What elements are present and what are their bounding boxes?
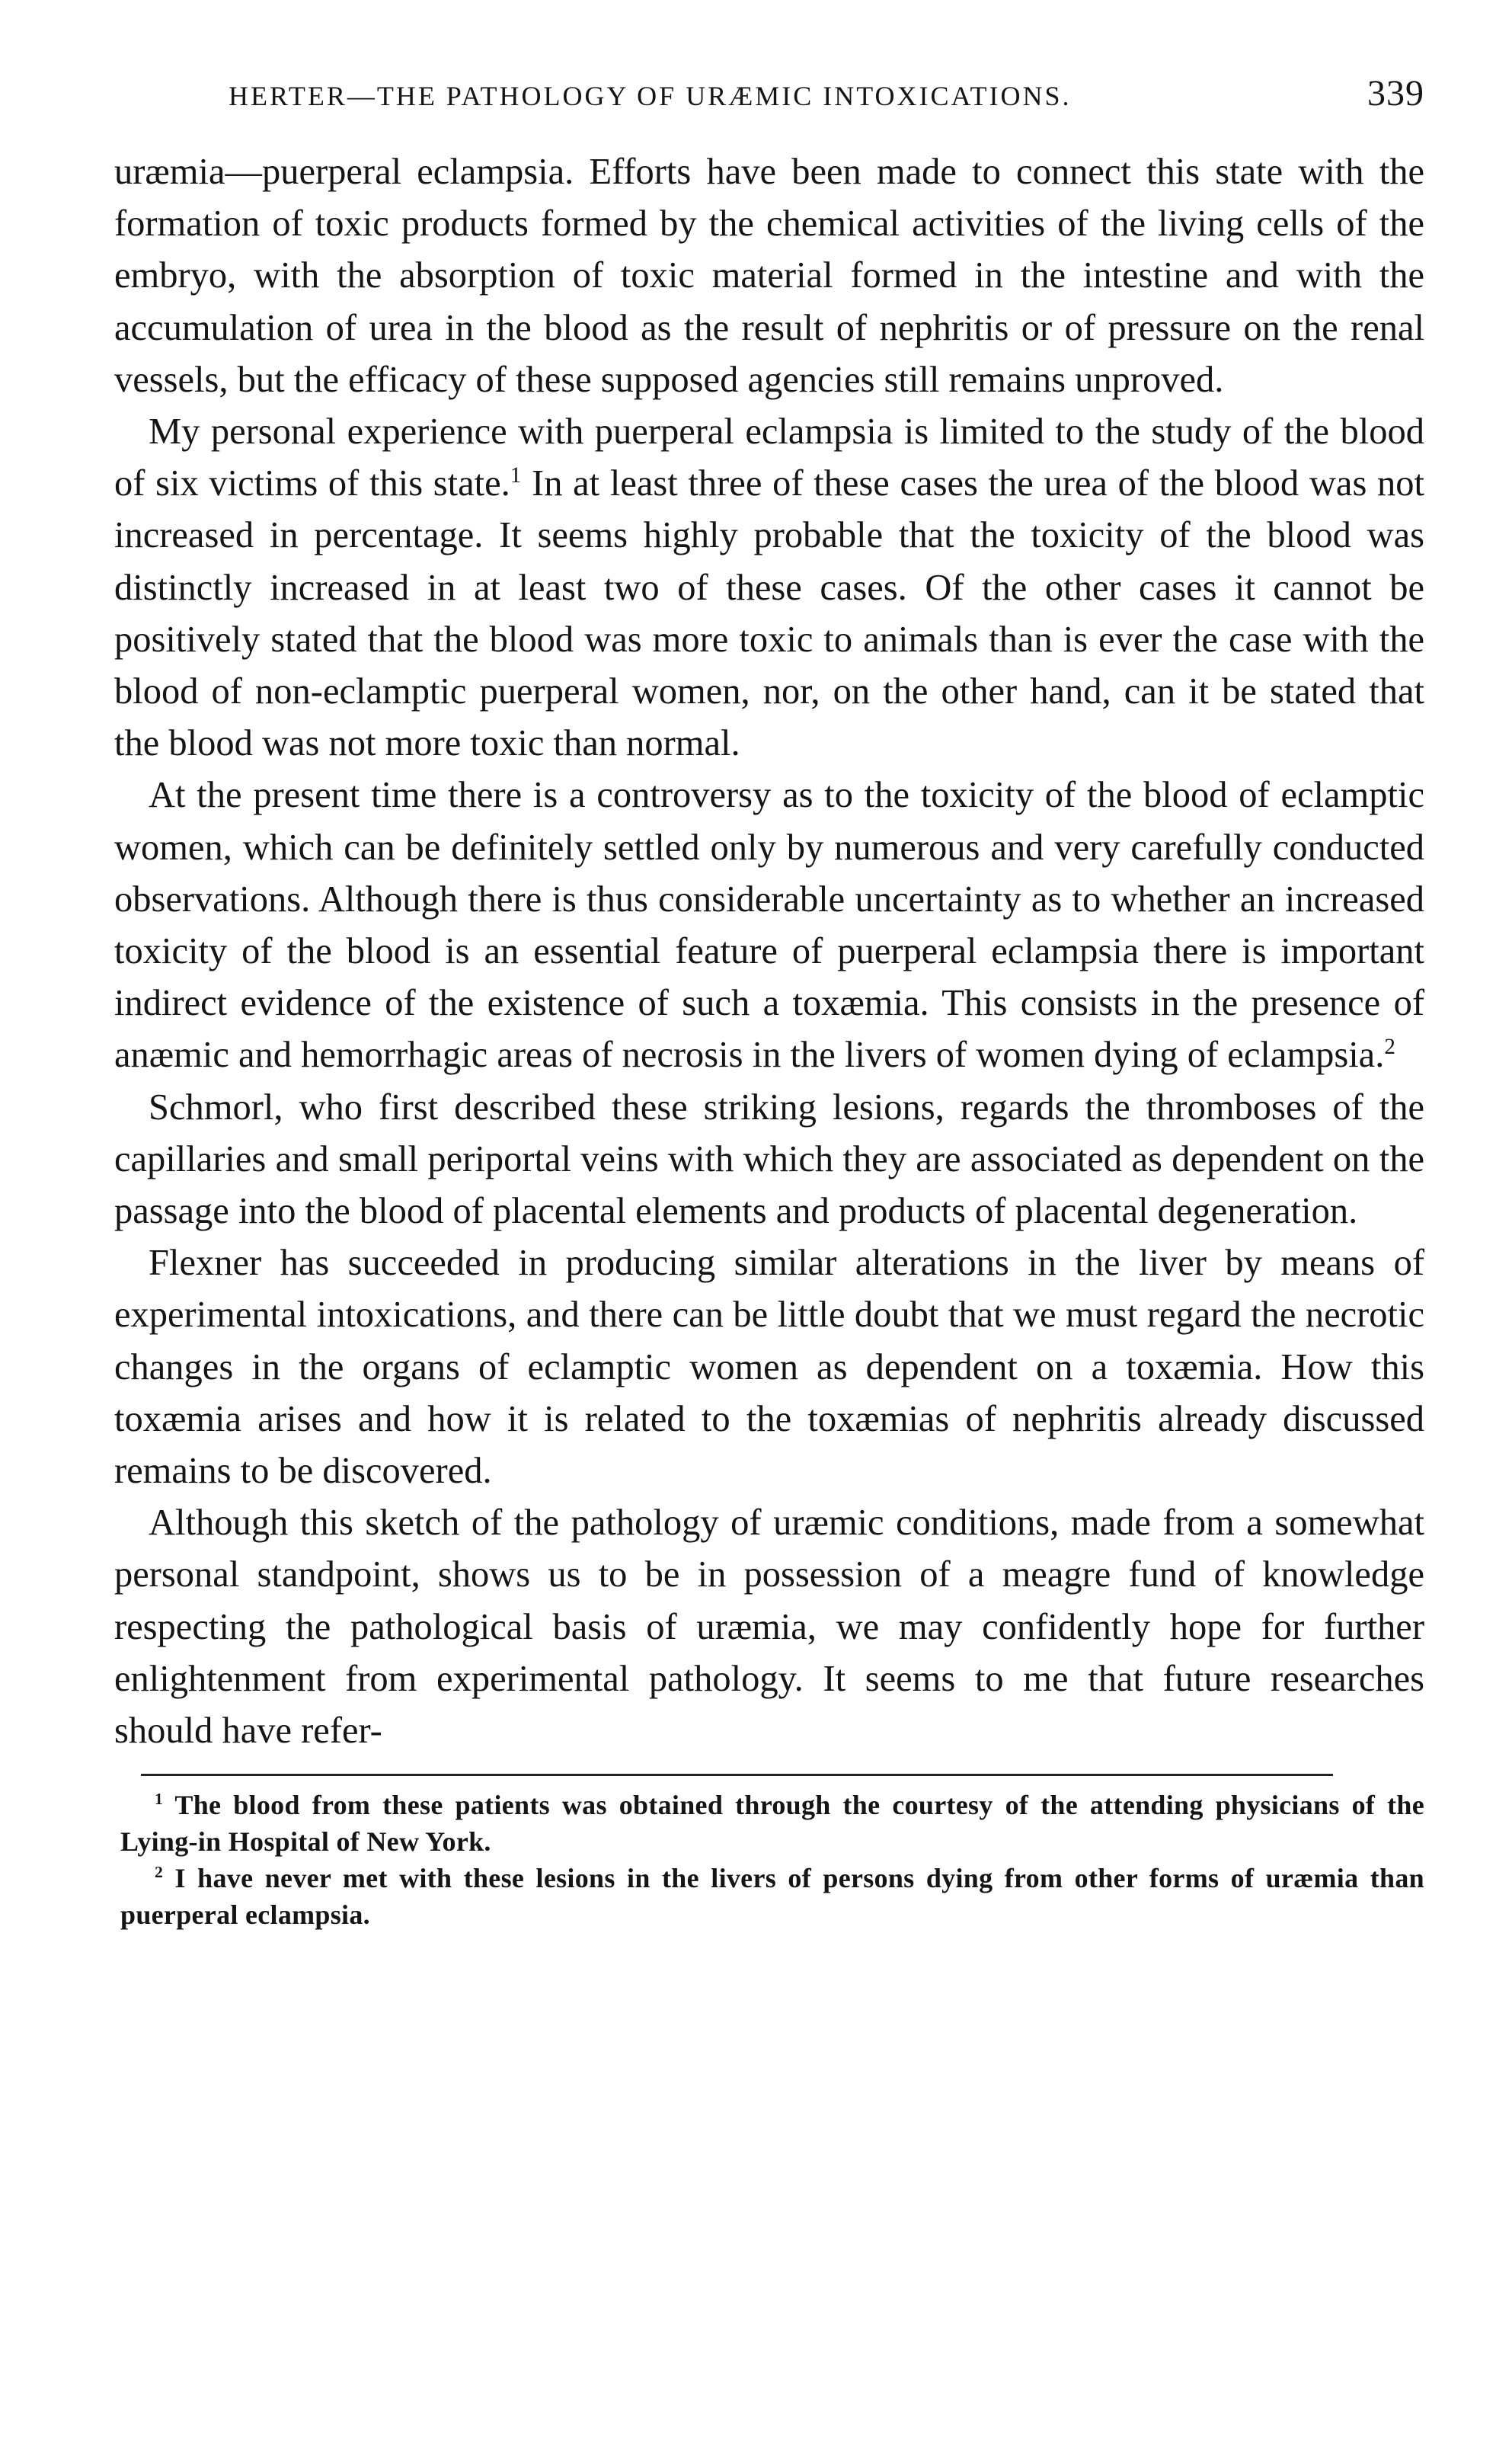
paragraph-2-text-b: In at least three of these cases the urea of the blood was not increased in percentage. It seems highly probable that the toxicity of the blood was distinctly increased in at least two of these cases. Of the other cases it cannot be positively stated that the blood was more toxic to animals than is ever the case with the blood of non-eclamptic puerperal women, nor, on the other hand, can it be stated that the blood was not more toxic than normal. (114, 463, 1424, 764)
paragraph-6: Although this sketch of the pathology of uræmic conditions, made from a somewhat personal standpoint, shows us to be in possession of a meagre fund of knowledge respecting the pathological basis of uræmia, we may confidently hope for further enlightenment from experimental pathology. It seems to me that future researches should have refer- (114, 1503, 1424, 1752)
footnote-1-mark: 1 (155, 1790, 164, 1809)
paragraph-3 (114, 770, 1424, 1081)
paragraph-2-text-a: My personal experience with puerperal eclampsia is limited to the study of the blood of six victims of this state. (114, 411, 1424, 504)
footnotes (114, 1787, 1424, 1933)
page (114, 72, 1424, 1933)
paragraph-1: uræmia—puerperal eclampsia. Efforts have been made to connect this state with the formation of toxic products formed by the chemical activities of the living cells of the embryo, with the absorption of toxic material formed in the intestine and with the accumulation of urea in the blood as the result of nephritis or of pressure on the renal vessels, but the efficacy of these supposed agencies still remains unproved. (114, 152, 1424, 400)
page-number: 339 (1367, 73, 1424, 114)
footnote-2 (120, 1860, 1424, 1933)
footnote-2-mark: 2 (155, 1863, 164, 1882)
footnote-2-text: I have never met with these lesions in the livers of persons dying from other forms of uræmia than puerperal eclampsia. (120, 1863, 1424, 1931)
paragraph-4: Schmorl, who first described these striking lesions, regards the thromboses of the capillaries and small periportal veins with which they are associated as dependent on the passage into the blood of placental elements and products of placental degeneration. (114, 1086, 1424, 1232)
running-header (114, 72, 1424, 114)
footnote-ref-1: 1 (510, 463, 522, 488)
running-title: HERTER—THE PATHOLOGY OF URÆMIC INTOXICATIONS. (229, 81, 1072, 111)
footnote-1 (120, 1787, 1424, 1860)
paragraph-5: Flexner has succeeded in producing similar alterations in the liver by means of experimental intoxications, and there can be little doubt that we must regard the necrotic changes in the organs of eclamptic women as dependent on a toxæmia. How this toxæmia arises and how it is related to the toxæmias of nephritis already discussed remains to be discovered. (114, 1243, 1424, 1492)
paragraph-3-text: At the present time there is a controversy as to the toxicity of the blood of eclamptic women, which can be definitely settled only by numerous and very carefully conducted observations. Although there is thus considerable uncertainty as to whether an increased toxicity of the blood is an essential feature of puerperal eclampsia there is important indirect evidence of the existence of such a toxæmia. This consists in the presence of anæmic and hemorrhagic areas of necrosis in the livers of women dying of eclampsia. (114, 775, 1424, 1076)
paragraph-2 (114, 406, 1424, 770)
footnote-1-text: The blood from these patients was obtained through the courtesy of the attending physicians of the Lying-in Hospital of New York. (120, 1790, 1424, 1858)
footnote-ref-2: 2 (1384, 1035, 1395, 1060)
footnote-divider (141, 1774, 1333, 1776)
